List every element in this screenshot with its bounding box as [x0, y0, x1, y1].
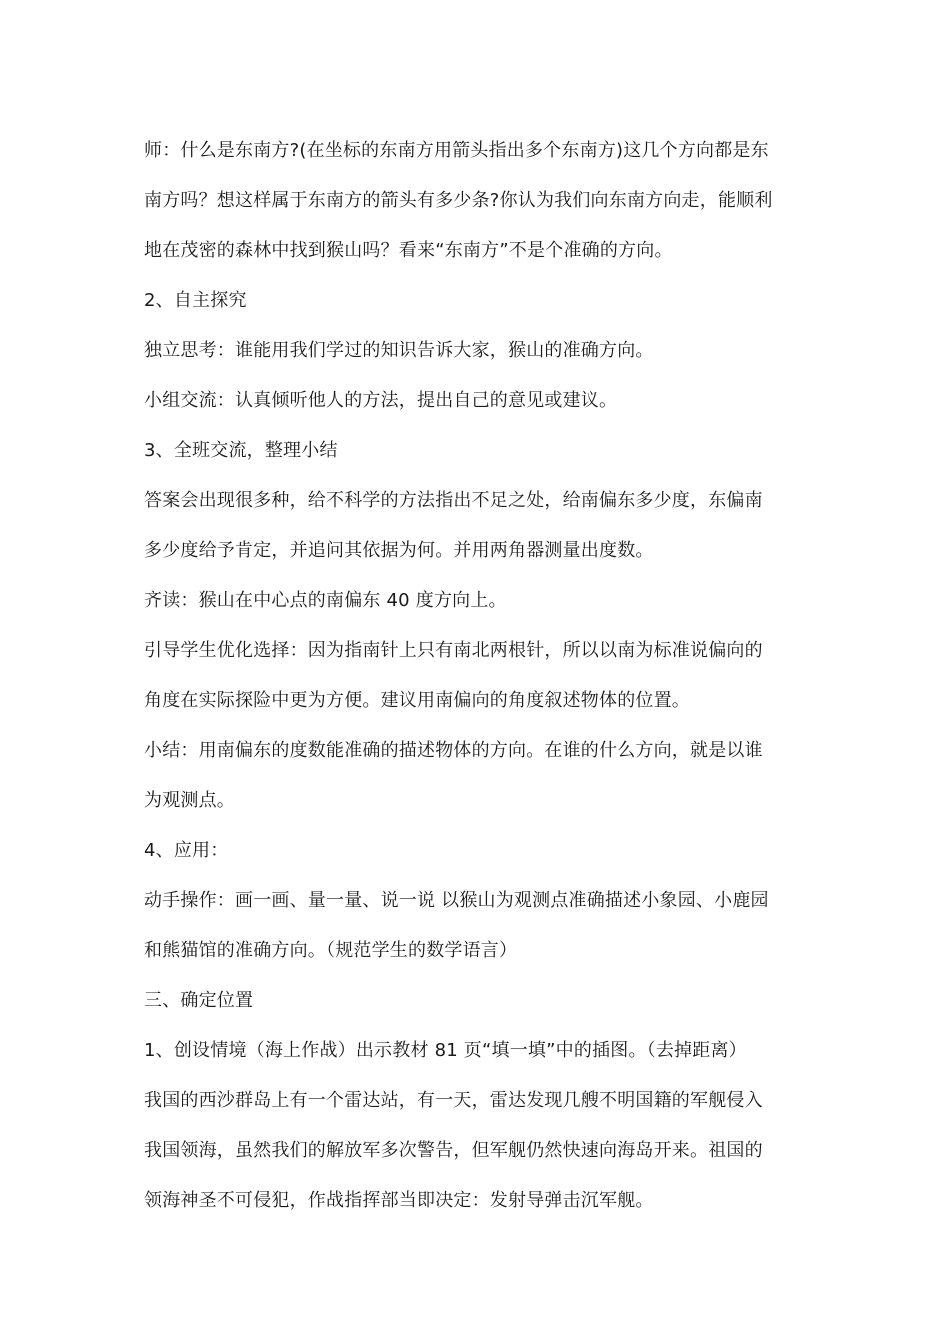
text-line: 和熊猫馆的准确方向。（规范学生的数学语言） [144, 940, 518, 961]
section-heading: 4、应用： [144, 840, 229, 861]
text-line: 齐读：猴山在中心点的南偏东 40 度方向上。 [144, 590, 507, 611]
text-line: 独立思考：谁能用我们学过的知识告诉大家，猴山的准确方向。 [144, 340, 654, 361]
text-line: 1、创设情境（海上作战）出示教材 81 页“填一填”中的插图。（去掉距离） [144, 1040, 747, 1061]
section-heading: 2、自主探究 [144, 290, 247, 311]
text-line: 师：什么是东南方?(在坐标的东南方用箭头指出多个东南方)这几个方向都是东 [144, 140, 769, 161]
section-heading: 3、全班交流，整理小结 [144, 440, 338, 461]
text-line: 小结：用南偏东的度数能准确的描述物体的方向。在谁的什么方向，就是以谁 [144, 740, 763, 761]
text-line: 小组交流：认真倾听他人的方法，提出自己的意见或建议。 [144, 390, 618, 411]
text-line: 引导学生优化选择：因为指南针上只有南北两根针，所以以南为标准说偏向的 [144, 640, 763, 661]
text-line: 领海神圣不可侵犯，作战指挥部当即决定：发射导弹击沉军舰。 [144, 1190, 654, 1211]
text-line: 南方吗？想这样属于东南方的箭头有多少条?你认为我们向东南方向走，能顺利 [144, 190, 773, 211]
text-line: 角度在实际探险中更为方便。建议用南偏向的角度叙述物体的位置。 [144, 690, 690, 711]
section-heading: 三、确定位置 [144, 990, 254, 1011]
text-line: 动手操作：画一画、量一量、说一说 以猴山为观测点准确描述小象园、小鹿园 [144, 890, 769, 911]
text-line: 我国领海，虽然我们的解放军多次警告，但军舰仍然快速向海岛开来。祖国的 [144, 1140, 763, 1161]
text-line: 为观测点。 [144, 790, 235, 811]
text-line: 多少度给予肯定，并追问其依据为何。并用两角器测量出度数。 [144, 540, 654, 561]
text-line: 我国的西沙群岛上有一个雷达站，有一天，雷达发现几艘不明国籍的军舰侵入 [144, 1090, 763, 1111]
text-line: 答案会出现很多种，给不科学的方法指出不足之处，给南偏东多少度，东偏南 [144, 490, 763, 511]
text-line: 地在茂密的森林中找到猴山吗？看来“东南方”不是个准确的方向。 [144, 240, 673, 261]
